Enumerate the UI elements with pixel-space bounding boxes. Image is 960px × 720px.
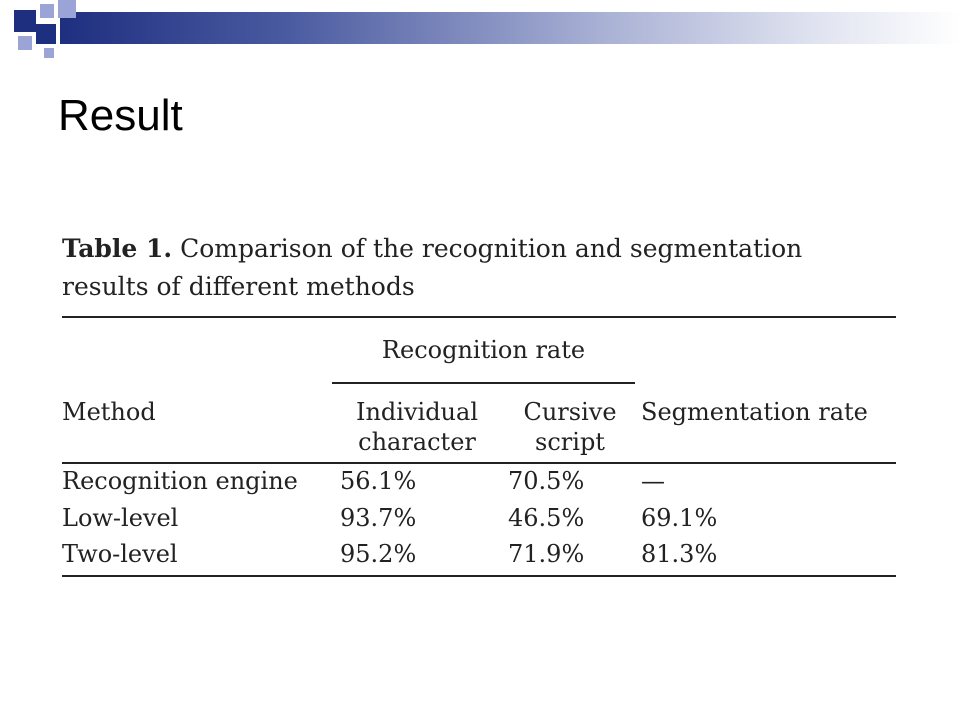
decor-square bbox=[18, 36, 32, 50]
caption-line-1: Comparison of the recognition and segmentation bbox=[180, 234, 803, 263]
col-header-cursive-1: Cursive bbox=[523, 398, 617, 426]
col-header-method: Method bbox=[62, 398, 156, 426]
decor-square bbox=[14, 10, 36, 32]
row-segmentation: 69.1% bbox=[641, 504, 718, 532]
group-header-recognition-rate: Recognition rate bbox=[381, 336, 586, 364]
row-segmentation: 81.3% bbox=[641, 540, 718, 568]
col-header-segmentation: Segmentation rate bbox=[641, 398, 868, 426]
table-bottom-rule bbox=[62, 575, 896, 577]
row-method: Recognition engine bbox=[62, 467, 298, 495]
decor-square bbox=[40, 4, 54, 18]
row-method: Low-level bbox=[62, 504, 179, 532]
table-top-rule bbox=[62, 316, 896, 318]
decor-square bbox=[44, 48, 54, 58]
row-cursive: 71.9% bbox=[508, 540, 585, 568]
decor-square bbox=[36, 24, 56, 44]
col-header-individual-2: character bbox=[358, 428, 476, 456]
caption-line-2: results of different methods bbox=[62, 272, 415, 301]
row-cursive: 70.5% bbox=[508, 467, 585, 495]
row-segmentation: — bbox=[641, 467, 665, 495]
row-individual: 95.2% bbox=[340, 540, 417, 568]
header-bottom-rule bbox=[62, 462, 896, 464]
group-header-rule bbox=[332, 382, 635, 384]
col-header-cursive-2: script bbox=[535, 428, 605, 456]
table-label: Table 1. bbox=[62, 234, 173, 263]
decor-square bbox=[58, 0, 76, 18]
row-method: Two-level bbox=[62, 540, 178, 568]
col-header-individual-1: Individual bbox=[355, 398, 478, 426]
row-cursive: 46.5% bbox=[508, 504, 585, 532]
row-individual: 93.7% bbox=[340, 504, 417, 532]
slide-title: Result bbox=[58, 91, 183, 140]
header-gradient-bar bbox=[60, 12, 960, 44]
table-caption bbox=[62, 230, 912, 306]
row-individual: 56.1% bbox=[340, 467, 417, 495]
